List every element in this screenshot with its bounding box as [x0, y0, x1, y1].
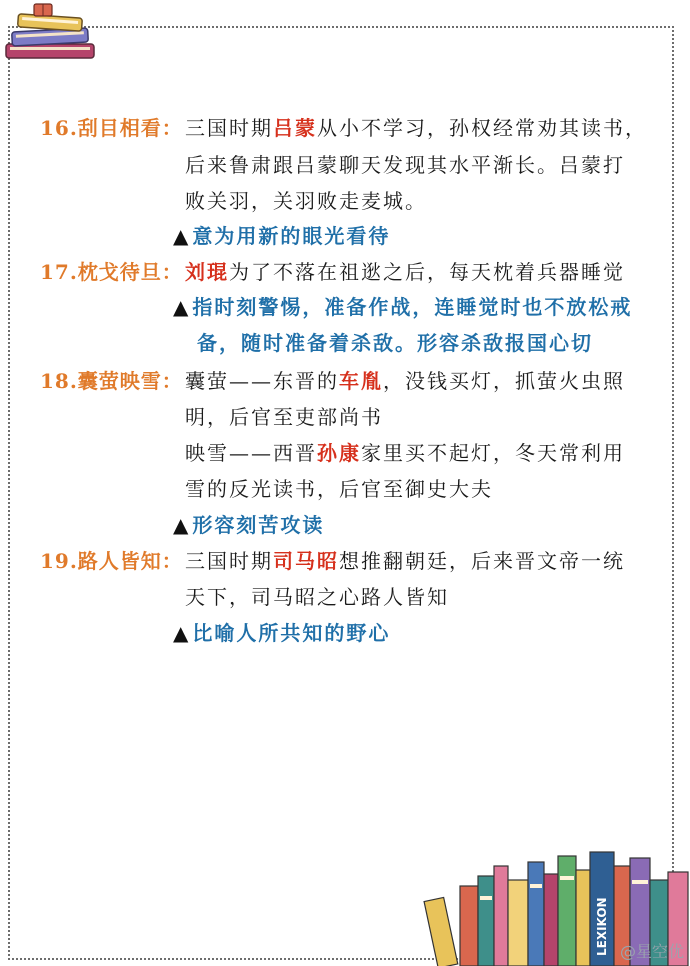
- book-spine-text: LEXIKON: [595, 897, 609, 956]
- idiom-title: 19.路人皆知：: [40, 549, 183, 573]
- explanation-line: [185, 365, 625, 394]
- text-segment: 败关羽，关羽败走麦城。: [185, 189, 427, 213]
- book-stack-icon: [0, 0, 100, 72]
- text-segment: 三国时期: [185, 116, 273, 140]
- person-name: 刘琨: [185, 260, 229, 284]
- text-segment: 家里买不起灯，冬天常利用: [361, 441, 625, 465]
- explanation-line: [185, 256, 625, 285]
- meaning-text: 备，随时准备着杀敌。形容杀敌报国心切: [197, 331, 593, 355]
- watermark: @星空优: [619, 942, 684, 961]
- triangle-icon: ▲: [173, 224, 191, 248]
- text-segment: 想推翻朝廷，后来晋文帝一统: [339, 549, 625, 573]
- meaning-text: 比喻人所共知的野心: [192, 621, 391, 645]
- text-segment: 为了不落在祖逖之后，每天枕着兵器睡觉: [229, 260, 625, 284]
- meaning-line: [173, 291, 632, 320]
- text-segment: 从小不学习，孙权经常劝其读书，: [317, 116, 647, 140]
- text-segment: 映雪——西晋: [185, 441, 317, 465]
- explanation-line: [185, 149, 625, 178]
- text-segment: ，没钱买灯，抓萤火虫照: [383, 369, 625, 393]
- text-segment: 囊萤——东晋的: [185, 369, 339, 393]
- text-segment: 三国时期: [185, 549, 273, 573]
- person-name: 吕蒙: [273, 116, 317, 140]
- text-segment: 明，后官至吏部尚书: [185, 405, 383, 429]
- person-name: 孙康: [317, 441, 361, 465]
- explanation-line: [185, 581, 449, 610]
- meaning-text: 指时刻警惕，准备作战，连睡觉时也不放松戒: [192, 295, 633, 319]
- meaning-line: [197, 327, 593, 356]
- idiom-title: 17.枕戈待旦：: [40, 260, 183, 284]
- triangle-icon: ▲: [173, 295, 191, 319]
- explanation-line: [185, 401, 383, 430]
- explanation-line: [185, 185, 427, 214]
- text-segment: 后来鲁肃跟吕蒙聊天发现其水平渐长。吕蒙打: [185, 153, 625, 177]
- triangle-icon: ▲: [173, 513, 191, 537]
- idiom-title: 18.囊萤映雪：: [40, 369, 183, 393]
- meaning-text: 形容刻苦攻读: [192, 513, 325, 537]
- meaning-text: 意为用新的眼光看待: [192, 224, 391, 248]
- idiom-title: 16.刮目相看：: [40, 116, 183, 140]
- text-segment: 天下，司马昭之心路人皆知: [185, 585, 449, 609]
- person-name: 车胤: [339, 369, 383, 393]
- meaning-line: [173, 220, 390, 249]
- text-segment: 雪的反光读书，后官至御史大夫: [185, 477, 493, 501]
- explanation-line: [185, 437, 625, 466]
- explanation-line: [185, 112, 647, 141]
- person-name: 司马昭: [273, 549, 339, 573]
- explanation-line: [185, 545, 625, 574]
- triangle-icon: ▲: [173, 621, 191, 645]
- meaning-line: [173, 617, 390, 646]
- meaning-line: [173, 509, 324, 538]
- explanation-line: [185, 473, 493, 502]
